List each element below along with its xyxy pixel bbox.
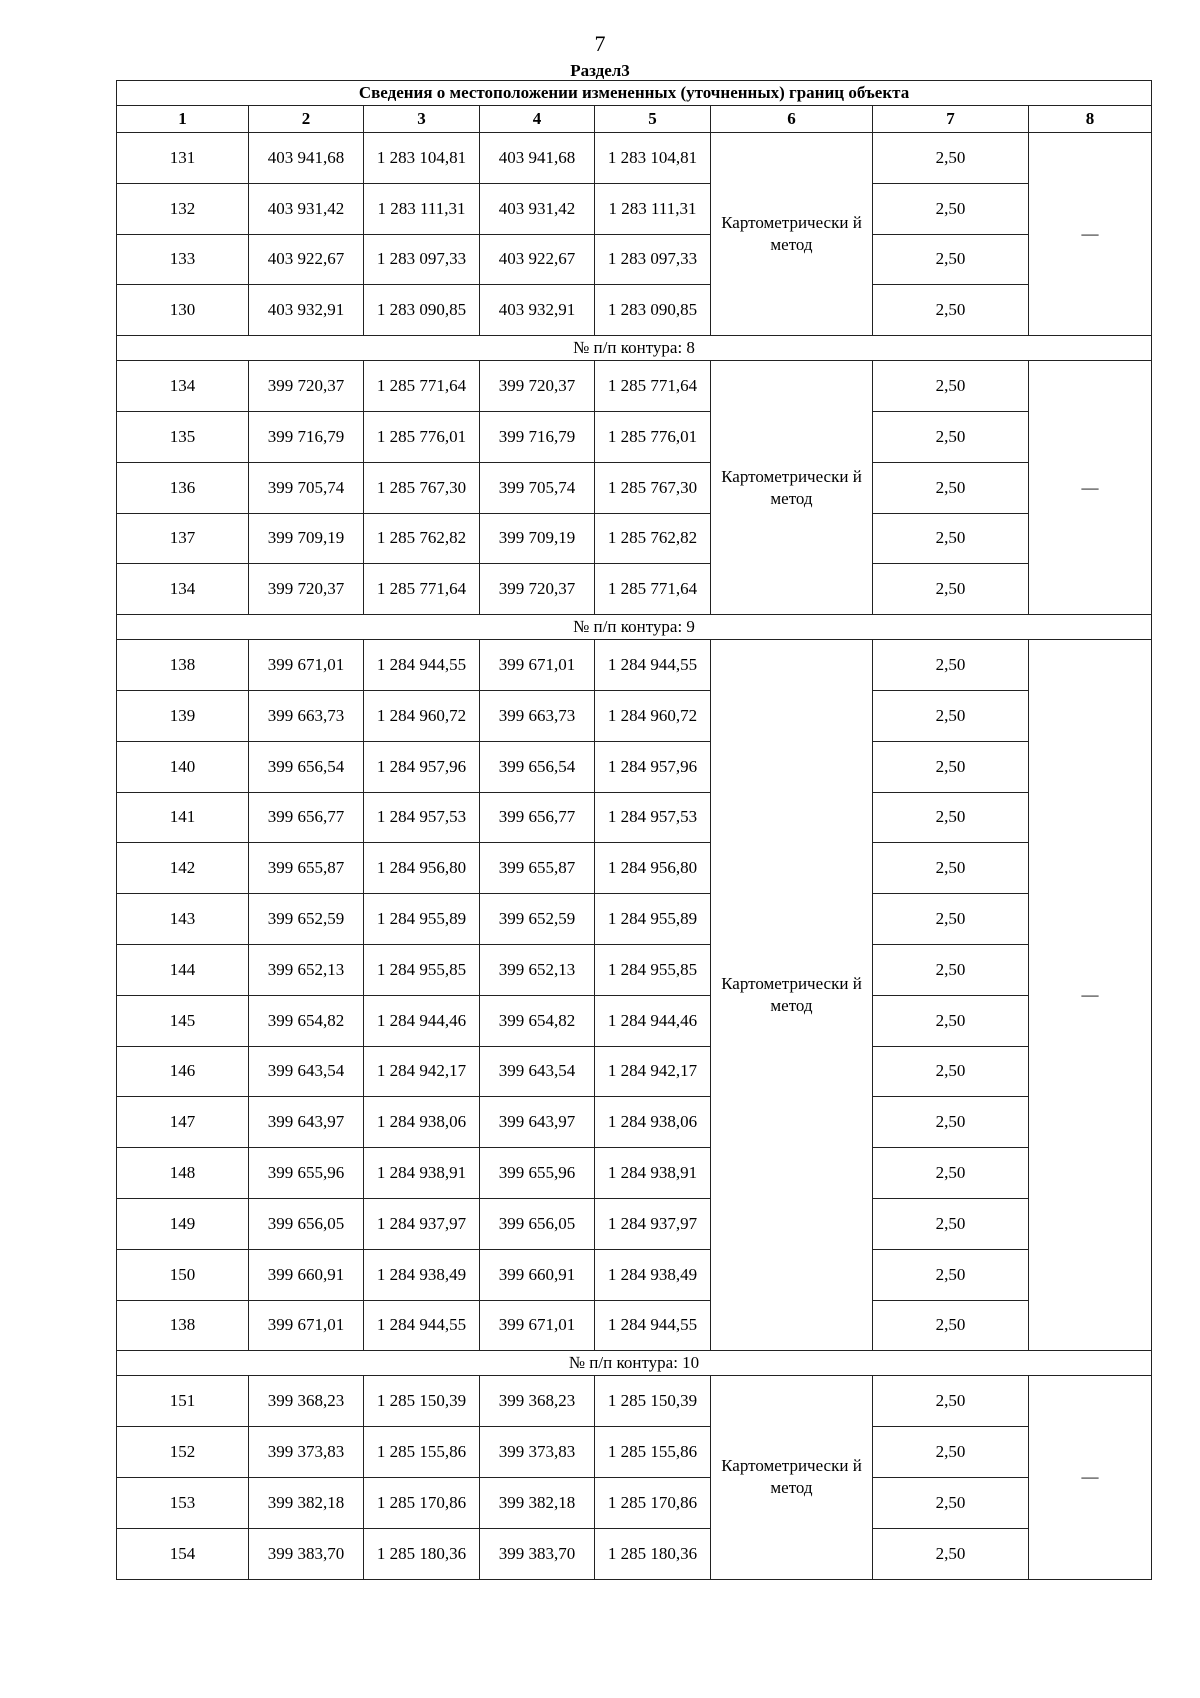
table-row — [117, 513, 1152, 564]
y-coordinate-new: 1 284 937,97 — [595, 1198, 711, 1249]
y-coordinate-new: 1 285 771,64 — [595, 564, 711, 615]
x-coordinate-old: 399 716,79 — [249, 411, 364, 462]
x-coordinate-old: 399 656,77 — [249, 792, 364, 843]
table-row — [117, 1198, 1152, 1249]
accuracy-value: 2,50 — [873, 944, 1029, 995]
y-coordinate-old: 1 284 957,53 — [364, 792, 480, 843]
point-number: 154 — [117, 1528, 249, 1579]
y-coordinate-old: 1 284 944,46 — [364, 995, 480, 1046]
x-coordinate-old: 399 663,73 — [249, 690, 364, 741]
x-coordinate-new: 399 383,70 — [480, 1528, 595, 1579]
x-coordinate-old: 399 643,97 — [249, 1097, 364, 1148]
x-coordinate-new: 403 932,91 — [480, 285, 595, 336]
y-coordinate-new: 1 284 938,91 — [595, 1148, 711, 1199]
y-coordinate-new: 1 284 944,55 — [595, 640, 711, 691]
point-number: 131 — [117, 133, 249, 184]
point-number: 140 — [117, 741, 249, 792]
accuracy-value: 2,50 — [873, 564, 1029, 615]
y-coordinate-new: 1 284 956,80 — [595, 843, 711, 894]
y-coordinate-new: 1 284 944,55 — [595, 1300, 711, 1351]
y-coordinate-old: 1 285 767,30 — [364, 462, 480, 513]
column-header: 4 — [480, 106, 595, 133]
x-coordinate-new: 399 382,18 — [480, 1477, 595, 1528]
table-row — [117, 1376, 1152, 1427]
x-coordinate-old: 399 720,37 — [249, 564, 364, 615]
y-coordinate-old: 1 283 104,81 — [364, 133, 480, 184]
contour-row — [117, 615, 1152, 640]
x-coordinate-new: 399 654,82 — [480, 995, 595, 1046]
accuracy-value: 2,50 — [873, 234, 1029, 285]
x-coordinate-old: 399 671,01 — [249, 1300, 364, 1351]
accuracy-value: 2,50 — [873, 513, 1029, 564]
x-coordinate-new: 403 941,68 — [480, 133, 595, 184]
y-coordinate-new: 1 283 090,85 — [595, 285, 711, 336]
x-coordinate-new: 399 656,54 — [480, 741, 595, 792]
x-coordinate-old: 399 382,18 — [249, 1477, 364, 1528]
table-row — [117, 995, 1152, 1046]
column-header: 8 — [1029, 106, 1152, 133]
y-coordinate-new: 1 285 180,36 — [595, 1528, 711, 1579]
accuracy-value: 2,50 — [873, 690, 1029, 741]
table-caption-row — [117, 81, 1152, 106]
x-coordinate-old: 399 709,19 — [249, 513, 364, 564]
x-coordinate-old: 399 383,70 — [249, 1528, 364, 1579]
y-coordinate-old: 1 283 097,33 — [364, 234, 480, 285]
page-number: 7 — [594, 31, 606, 56]
x-coordinate-new: 403 922,67 — [480, 234, 595, 285]
accuracy-value: 2,50 — [873, 361, 1029, 412]
x-coordinate-old: 399 652,59 — [249, 894, 364, 945]
y-coordinate-old: 1 284 955,89 — [364, 894, 480, 945]
point-number: 145 — [117, 995, 249, 1046]
table-row — [117, 1300, 1152, 1351]
contour-label: № п/п контура: 9 — [117, 615, 1152, 640]
x-coordinate-old: 399 368,23 — [249, 1376, 364, 1427]
y-coordinate-old: 1 285 155,86 — [364, 1427, 480, 1478]
table-row — [117, 640, 1152, 691]
y-coordinate-old: 1 284 944,55 — [364, 640, 480, 691]
accuracy-value: 2,50 — [873, 1427, 1029, 1478]
y-coordinate-old: 1 285 762,82 — [364, 513, 480, 564]
x-coordinate-old: 399 720,37 — [249, 361, 364, 412]
y-coordinate-new: 1 285 762,82 — [595, 513, 711, 564]
column-header-row — [117, 106, 1152, 133]
point-number: 143 — [117, 894, 249, 945]
accuracy-value: 2,50 — [873, 1198, 1029, 1249]
y-coordinate-old: 1 283 090,85 — [364, 285, 480, 336]
point-number: 133 — [117, 234, 249, 285]
x-coordinate-new: 399 643,54 — [480, 1046, 595, 1097]
y-coordinate-new: 1 284 938,06 — [595, 1097, 711, 1148]
contour-label: № п/п контура: 8 — [117, 336, 1152, 361]
x-coordinate-old: 399 656,05 — [249, 1198, 364, 1249]
table-row — [117, 1249, 1152, 1300]
point-number: 136 — [117, 462, 249, 513]
point-number: 135 — [117, 411, 249, 462]
y-coordinate-new: 1 285 771,64 — [595, 361, 711, 412]
section-title: Раздел3 — [570, 61, 630, 80]
table-row — [117, 1528, 1152, 1579]
x-coordinate-new: 399 368,23 — [480, 1376, 595, 1427]
y-coordinate-new: 1 284 960,72 — [595, 690, 711, 741]
x-coordinate-new: 399 656,05 — [480, 1198, 595, 1249]
point-number: 142 — [117, 843, 249, 894]
table-row — [117, 234, 1152, 285]
point-number: 138 — [117, 1300, 249, 1351]
method-cell: Картометрически й метод — [711, 1376, 873, 1579]
y-coordinate-new: 1 284 938,49 — [595, 1249, 711, 1300]
y-coordinate-old: 1 285 771,64 — [364, 361, 480, 412]
accuracy-value: 2,50 — [873, 1097, 1029, 1148]
y-coordinate-old: 1 284 937,97 — [364, 1198, 480, 1249]
x-coordinate-new: 399 709,19 — [480, 513, 595, 564]
x-coordinate-old: 399 652,13 — [249, 944, 364, 995]
y-coordinate-new: 1 284 942,17 — [595, 1046, 711, 1097]
table-row — [117, 462, 1152, 513]
column8-dash: — — [1029, 1376, 1152, 1579]
y-coordinate-old: 1 285 150,39 — [364, 1376, 480, 1427]
y-coordinate-old: 1 284 956,80 — [364, 843, 480, 894]
point-number: 153 — [117, 1477, 249, 1528]
column8-dash: — — [1029, 361, 1152, 615]
accuracy-value: 2,50 — [873, 285, 1029, 336]
boundary-table — [116, 80, 1152, 1580]
table-caption: Сведения о местоположении измененных (уточненных) границ объекта — [117, 81, 1152, 106]
x-coordinate-new: 399 720,37 — [480, 361, 595, 412]
point-number: 130 — [117, 285, 249, 336]
y-coordinate-new: 1 285 170,86 — [595, 1477, 711, 1528]
point-number: 147 — [117, 1097, 249, 1148]
point-number: 134 — [117, 564, 249, 615]
y-coordinate-new: 1 283 104,81 — [595, 133, 711, 184]
y-coordinate-old: 1 284 955,85 — [364, 944, 480, 995]
table-row — [117, 133, 1152, 184]
y-coordinate-new: 1 284 944,46 — [595, 995, 711, 1046]
y-coordinate-old: 1 284 938,49 — [364, 1249, 480, 1300]
y-coordinate-new: 1 284 957,96 — [595, 741, 711, 792]
x-coordinate-old: 399 655,87 — [249, 843, 364, 894]
y-coordinate-new: 1 284 955,85 — [595, 944, 711, 995]
x-coordinate-old: 399 671,01 — [249, 640, 364, 691]
point-number: 132 — [117, 183, 249, 234]
accuracy-value: 2,50 — [873, 741, 1029, 792]
accuracy-value: 2,50 — [873, 1528, 1029, 1579]
y-coordinate-old: 1 285 180,36 — [364, 1528, 480, 1579]
method-cell: Картометрически й метод — [711, 640, 873, 1351]
column8-dash: — — [1029, 133, 1152, 336]
x-coordinate-new: 399 660,91 — [480, 1249, 595, 1300]
x-coordinate-new: 403 931,42 — [480, 183, 595, 234]
table-row — [117, 1046, 1152, 1097]
y-coordinate-old: 1 284 960,72 — [364, 690, 480, 741]
x-coordinate-old: 399 655,96 — [249, 1148, 364, 1199]
column-header: 3 — [364, 106, 480, 133]
table-row — [117, 411, 1152, 462]
table-row — [117, 1097, 1152, 1148]
table-row — [117, 792, 1152, 843]
table-row — [117, 183, 1152, 234]
point-number: 152 — [117, 1427, 249, 1478]
table-row — [117, 361, 1152, 412]
x-coordinate-old: 403 931,42 — [249, 183, 364, 234]
x-coordinate-old: 403 922,67 — [249, 234, 364, 285]
accuracy-value: 2,50 — [873, 1477, 1029, 1528]
y-coordinate-new: 1 285 150,39 — [595, 1376, 711, 1427]
accuracy-value: 2,50 — [873, 1300, 1029, 1351]
table-row — [117, 1148, 1152, 1199]
y-coordinate-old: 1 285 776,01 — [364, 411, 480, 462]
table-row — [117, 1477, 1152, 1528]
x-coordinate-old: 403 941,68 — [249, 133, 364, 184]
point-number: 144 — [117, 944, 249, 995]
y-coordinate-new: 1 284 957,53 — [595, 792, 711, 843]
y-coordinate-new: 1 283 097,33 — [595, 234, 711, 285]
y-coordinate-old: 1 284 938,06 — [364, 1097, 480, 1148]
accuracy-value: 2,50 — [873, 1249, 1029, 1300]
contour-row — [117, 336, 1152, 361]
x-coordinate-old: 399 654,82 — [249, 995, 364, 1046]
x-coordinate-old: 399 705,74 — [249, 462, 364, 513]
y-coordinate-new: 1 285 155,86 — [595, 1427, 711, 1478]
table-row — [117, 1427, 1152, 1478]
accuracy-value: 2,50 — [873, 894, 1029, 945]
method-cell: Картометрически й метод — [711, 133, 873, 336]
table-row — [117, 843, 1152, 894]
y-coordinate-old: 1 284 957,96 — [364, 741, 480, 792]
y-coordinate-new: 1 285 767,30 — [595, 462, 711, 513]
method-cell: Картометрически й метод — [711, 361, 873, 615]
table-row — [117, 690, 1152, 741]
point-number: 149 — [117, 1198, 249, 1249]
accuracy-value: 2,50 — [873, 1148, 1029, 1199]
y-coordinate-old: 1 284 944,55 — [364, 1300, 480, 1351]
point-number: 151 — [117, 1376, 249, 1427]
x-coordinate-old: 403 932,91 — [249, 285, 364, 336]
point-number: 134 — [117, 361, 249, 412]
x-coordinate-new: 399 373,83 — [480, 1427, 595, 1478]
x-coordinate-old: 399 660,91 — [249, 1249, 364, 1300]
x-coordinate-new: 399 671,01 — [480, 1300, 595, 1351]
accuracy-value: 2,50 — [873, 133, 1029, 184]
y-coordinate-old: 1 284 942,17 — [364, 1046, 480, 1097]
point-number: 138 — [117, 640, 249, 691]
accuracy-value: 2,50 — [873, 1376, 1029, 1427]
y-coordinate-old: 1 285 170,86 — [364, 1477, 480, 1528]
x-coordinate-new: 399 716,79 — [480, 411, 595, 462]
accuracy-value: 2,50 — [873, 462, 1029, 513]
column-header: 2 — [249, 106, 364, 133]
point-number: 148 — [117, 1148, 249, 1199]
x-coordinate-new: 399 663,73 — [480, 690, 595, 741]
x-coordinate-old: 399 373,83 — [249, 1427, 364, 1478]
point-number: 141 — [117, 792, 249, 843]
contour-label: № п/п контура: 10 — [117, 1351, 1152, 1376]
table-row — [117, 564, 1152, 615]
accuracy-value: 2,50 — [873, 995, 1029, 1046]
accuracy-value: 2,50 — [873, 640, 1029, 691]
accuracy-value: 2,50 — [873, 411, 1029, 462]
y-coordinate-new: 1 283 111,31 — [595, 183, 711, 234]
accuracy-value: 2,50 — [873, 1046, 1029, 1097]
y-coordinate-new: 1 285 776,01 — [595, 411, 711, 462]
contour-row — [117, 1351, 1152, 1376]
point-number: 139 — [117, 690, 249, 741]
y-coordinate-new: 1 284 955,89 — [595, 894, 711, 945]
x-coordinate-new: 399 643,97 — [480, 1097, 595, 1148]
x-coordinate-old: 399 643,54 — [249, 1046, 364, 1097]
point-number: 137 — [117, 513, 249, 564]
table-row — [117, 285, 1152, 336]
x-coordinate-new: 399 655,96 — [480, 1148, 595, 1199]
y-coordinate-old: 1 284 938,91 — [364, 1148, 480, 1199]
x-coordinate-new: 399 671,01 — [480, 640, 595, 691]
point-number: 150 — [117, 1249, 249, 1300]
x-coordinate-new: 399 705,74 — [480, 462, 595, 513]
column-header: 6 — [711, 106, 873, 133]
accuracy-value: 2,50 — [873, 183, 1029, 234]
accuracy-value: 2,50 — [873, 843, 1029, 894]
table-row — [117, 894, 1152, 945]
x-coordinate-new: 399 652,13 — [480, 944, 595, 995]
x-coordinate-new: 399 652,59 — [480, 894, 595, 945]
x-coordinate-new: 399 656,77 — [480, 792, 595, 843]
column-header: 7 — [873, 106, 1029, 133]
column8-dash: — — [1029, 640, 1152, 1351]
y-coordinate-old: 1 285 771,64 — [364, 564, 480, 615]
x-coordinate-old: 399 656,54 — [249, 741, 364, 792]
accuracy-value: 2,50 — [873, 792, 1029, 843]
point-number: 146 — [117, 1046, 249, 1097]
table-row — [117, 741, 1152, 792]
table-row — [117, 944, 1152, 995]
column-header: 5 — [595, 106, 711, 133]
x-coordinate-new: 399 720,37 — [480, 564, 595, 615]
x-coordinate-new: 399 655,87 — [480, 843, 595, 894]
column-header: 1 — [117, 106, 249, 133]
y-coordinate-old: 1 283 111,31 — [364, 183, 480, 234]
